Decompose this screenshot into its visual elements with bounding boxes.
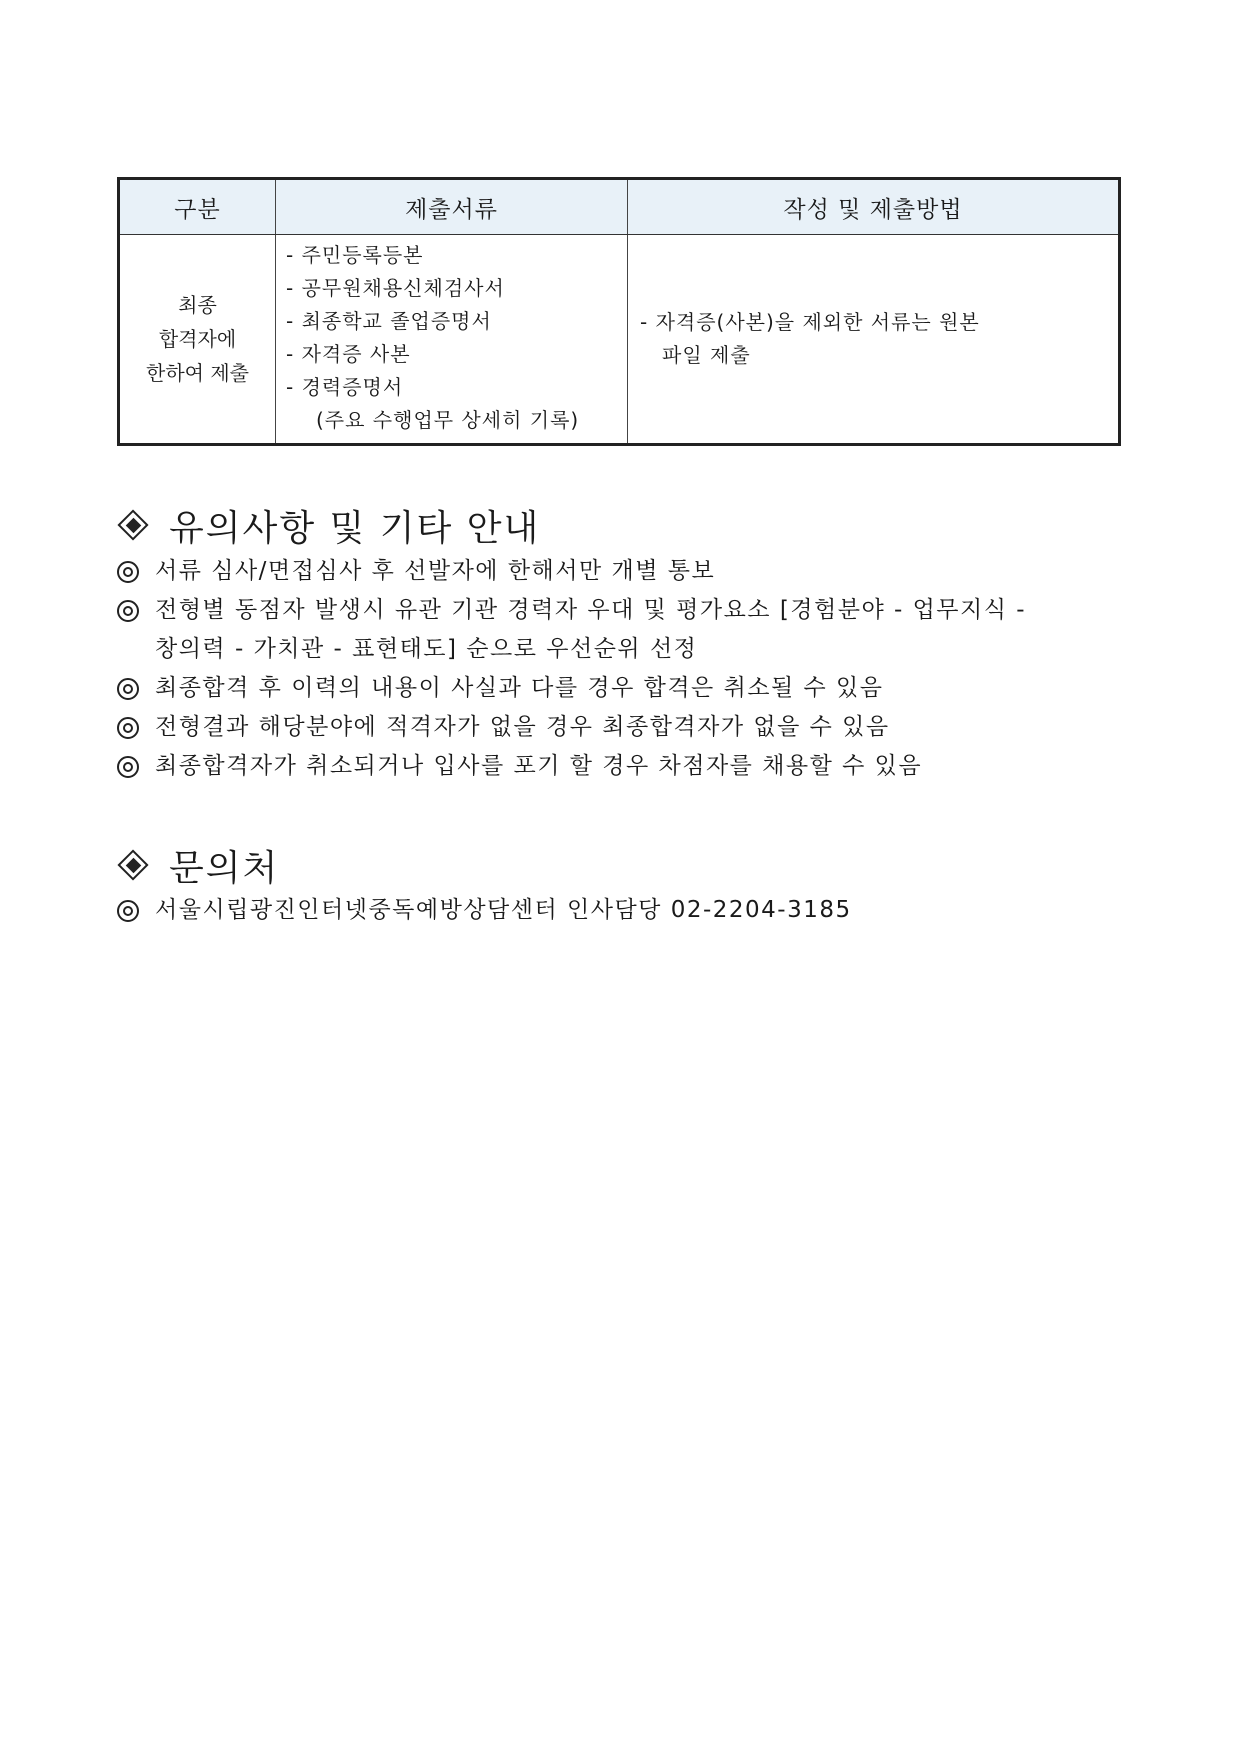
header-method: 작성 및 제출방법 [628, 179, 1120, 235]
double-circle-icon [117, 756, 139, 778]
list-item [117, 552, 1127, 591]
documents-list [276, 235, 627, 443]
method-line: - 자격증(사본)을 제외한 서류는 원본 [640, 310, 980, 334]
table-row [119, 235, 1120, 445]
contact-list [117, 891, 1127, 930]
notice-section-title [117, 500, 540, 551]
list-item: - 주민등록등본 [286, 243, 424, 267]
category-line: 최종 [178, 293, 217, 317]
category-line: 한하여 제출 [146, 361, 249, 385]
submission-documents-table [117, 177, 1121, 446]
notice-title-text: 유의사항 및 기타 안내 [169, 508, 541, 549]
notice-item-text: 최종합격 후 이력의 내용이 사실과 다를 경우 합격은 취소될 수 있음 [155, 675, 884, 701]
list-item [117, 708, 1127, 747]
notice-item-continuation: 창의력 - 가치관 - 표현태도] 순으로 우선순위 선정 [155, 636, 698, 662]
list-item [117, 669, 1127, 708]
documents-cell [276, 235, 628, 445]
double-circle-icon [117, 717, 139, 739]
list-item: - 자격증 사본 [286, 342, 411, 366]
category-line: 합격자에 [158, 327, 237, 351]
diamond-bullet-icon [121, 853, 147, 879]
notice-item-text: 최종합격자가 취소되거나 입사를 포기 할 경우 차점자를 채용할 수 있음 [155, 753, 923, 779]
double-circle-icon [117, 600, 139, 622]
notice-list [117, 552, 1127, 786]
list-item: - 공무원채용신체검사서 [286, 276, 505, 300]
method-line: 파일 제출 [662, 343, 751, 367]
table-header-row [119, 179, 1120, 235]
double-circle-icon [117, 678, 139, 700]
list-item: - 경력증명서 [286, 375, 404, 399]
contact-item-text: 서울시립광진인터넷중독예방상담센터 인사담당 02-2204-3185 [155, 897, 852, 923]
diamond-bullet-icon [121, 513, 147, 539]
category-cell [119, 235, 276, 445]
contact-title-text: 문의처 [169, 848, 280, 889]
documents-note: (주요 수행업무 상세히 기록) [316, 408, 580, 432]
list-item-continuation [117, 630, 1127, 669]
list-item [117, 591, 1127, 630]
notice-item-text: 서류 심사/면접심사 후 선발자에 한해서만 개별 통보 [155, 558, 716, 584]
double-circle-icon [117, 900, 139, 922]
list-item: - 최종학교 졸업증명서 [286, 309, 492, 333]
method-cell [628, 235, 1120, 445]
list-item [117, 891, 1127, 930]
list-item [117, 747, 1127, 786]
header-documents: 제출서류 [276, 179, 628, 235]
double-circle-icon [117, 561, 139, 583]
notice-item-text: 전형결과 해당분야에 적격자가 없을 경우 최종합격자가 없을 수 있음 [155, 714, 890, 740]
contact-section-title [117, 840, 279, 891]
notice-item-text: 전형별 동점자 발생시 유관 기관 경력자 우대 및 평가요소 [경험분야 - 업무지식 - [155, 597, 1027, 623]
header-category: 구분 [119, 179, 276, 235]
